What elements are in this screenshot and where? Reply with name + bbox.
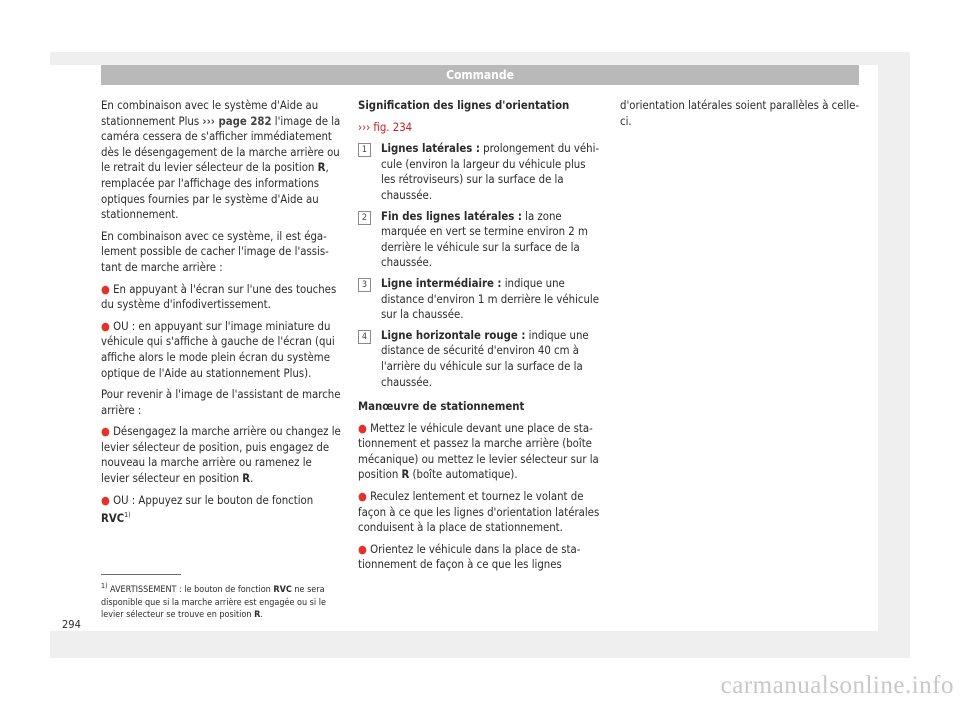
number-badge: 4 — [358, 330, 371, 344]
number-badge: 1 — [358, 143, 371, 157]
numbered-item: 2 Fin des lignes latérales : la zone marquée en vert se termine environ 2 m derrière le véhicule sur la surface de la chaussée. — [358, 209, 602, 271]
bullet-item: ● OU : Appuyez sur le bouton de fonction RVC$^{1)}$ — [101, 493, 314, 526]
number-badge: 2 — [358, 211, 371, 225]
section-heading: Signification des lignes d'orientation — [358, 99, 570, 112]
section-header: Commande — [101, 65, 859, 85]
paragraph-hide: En combinaison avec ce système, il est également possible de cacher l'image de l'assistant de marche arrière : — [101, 229, 329, 274]
bullet-item: ● OU : en appuyant sur l'image miniature du véhicule qui s'affiche à gauche de l'écran (qui affiche alors le mode plein écran du système optique de l'Aide au stationnement Plus). — [101, 319, 335, 380]
page-link[interactable]: ››› page 282 — [202, 114, 272, 128]
footnote-ref: 1) — [124, 511, 131, 520]
bullet-item: ● Reculez lentement et tournez le volant de façon à ce que les lignes d'orientation latérales conduisent à la place de stationnement. — [358, 490, 600, 535]
footnote-divider — [101, 574, 181, 575]
bullet-icon: ● — [101, 493, 110, 507]
section-heading: Manœuvre de stationnement — [358, 400, 525, 414]
bullet-item: ● Mettez le véhicule devant une place de stationnement et passez la marche arrière (boîte mécanique) ou mettez le levier sélecteur sur la position R (boîte automatique). — [358, 421, 599, 482]
page-number: 294 — [62, 618, 81, 631]
bullet-icon: ● — [358, 542, 367, 556]
bullet-icon: ● — [101, 319, 110, 333]
footnote: $^{1)}$ AVERTISSEMENT : le bouton de fonction RVC ne sera disponible que si la marche arrière est engagée ou si le levier sélecteur se trouve en position R. — [101, 582, 326, 620]
bullet-item: ● En appuyant à l'écran sur l'une des touches du système d'infodivertissement. — [101, 282, 337, 312]
column-right — [620, 98, 860, 135]
numbered-item: 1 Lignes latérales : prolongement du véhicule (environ la largeur du véhicule plus les rétroviseurs) sur la surface de la chaussée. — [358, 141, 602, 203]
bullet-item: ● Désengagez la marche arrière ou changez le levier sélecteur de position, puis engagez de nouveau la marche arrière ou ramenez le levier sélecteur en position R. — [101, 425, 341, 486]
bullet-icon: ● — [358, 421, 367, 435]
numbered-item: 3 Ligne intermédiaire : indique une distance d'environ 1 m derrière le véhicule sur la chaussée. — [358, 276, 602, 323]
bullet-icon: ● — [101, 282, 110, 296]
numbered-item: 4 Ligne horizontale rouge : indique une distance de sécurité d'environ 40 cm à l'arrière du véhicule sur la surface de la chaussée. — [358, 328, 602, 390]
bullet-item: ● Orientez le véhicule dans la place de stationnement de façon à ce que les lignes — [358, 542, 581, 572]
paragraph-intro: En combinaison avec le système d'Aide au stationnement Plus ››› page 282 l'image de la caméra cessera de s'afficher immédiatement dès le désengagement de la marche arrière ou le retrait du levier sélecteur de la position R, remplacée par l'affichage des informations optiques fournies par le système d'Aide au stationnement. — [101, 99, 341, 222]
number-badge: 3 — [358, 278, 371, 292]
paragraph-continued: d'orientation latérales soient parallèles à celle-ci. — [620, 99, 860, 128]
bullet-icon: ● — [358, 490, 367, 504]
column-middle — [358, 98, 602, 579]
bullet-icon: ● — [101, 425, 110, 439]
paragraph-return: Pour revenir à l'image de l'assistant de marche arrière : — [101, 388, 341, 417]
watermark: carmanualsonline.info — [720, 672, 954, 699]
figure-link[interactable]: ››› fig. 234 — [358, 120, 413, 134]
column-left — [101, 98, 341, 533]
